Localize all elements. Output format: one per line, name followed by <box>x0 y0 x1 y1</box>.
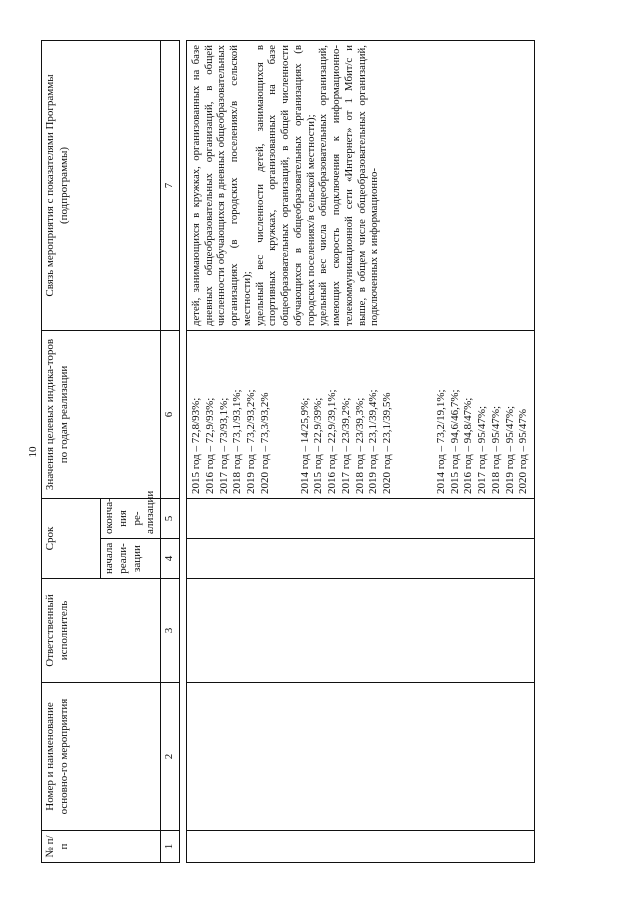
indicator-line: 2014 год – 14/25,9%; <box>298 397 311 494</box>
indicator-line: 2020 год – 73,3/93,2% <box>258 392 271 494</box>
indicator-line: 2017 год – 73/93,1%; <box>217 397 230 494</box>
indicator-line: 2019 год – 95/47%; <box>503 405 516 494</box>
cell-responsible <box>187 579 535 683</box>
indicator-line: 2017 год – 23/39,2%; <box>339 397 352 494</box>
table-row <box>187 41 535 863</box>
cell-activity-name <box>187 683 535 831</box>
header-start: начала реали-зации <box>101 539 161 579</box>
indicator-line: 2020 год – 95/47% <box>517 409 530 494</box>
column-number: 3 <box>161 579 180 683</box>
indicator-block <box>299 335 395 494</box>
header-activity-name: Номер и наименование основно-го мероприятия <box>42 683 161 831</box>
column-number-row <box>161 41 180 863</box>
indicator-line: 2015 год – 22,9/39%; <box>312 397 325 494</box>
cell-indicators <box>187 331 535 499</box>
header-row <box>42 41 101 863</box>
header-end: оконча-ния ре-ализации <box>101 499 161 539</box>
program-link-paragraph: удельный вес числа общеобразовательных организаций, имеющих скорость подключения к информационно-телекоммуникационной сети «Интернет» от 1 Мбит/с и выше, в общем числе общеобразовательных организаций, подключенных к информационно- <box>317 45 381 326</box>
indicator-line: 2019 год – 73,2/93,2%; <box>245 389 257 494</box>
indicator-line: 2015 год – 72,8/93%; <box>190 397 202 494</box>
column-number: 4 <box>161 539 180 579</box>
cell-number <box>187 831 535 863</box>
indicator-line: 2016 год – 94,8/47%; <box>462 397 475 494</box>
header-indicators: Значения целевых индика-торов по годам реализации <box>42 331 161 499</box>
column-number: 2 <box>161 683 180 831</box>
header-program-link: Связь мероприятия с показателями Программы (подпрограммы) <box>42 41 161 331</box>
cell-program-link <box>187 41 535 331</box>
header-responsible: Ответственный исполнитель <box>42 579 161 683</box>
column-number: 6 <box>161 331 180 499</box>
indicator-line: 2018 год – 95/47%; <box>489 405 502 494</box>
indicator-block <box>190 335 273 494</box>
column-number: 7 <box>161 41 180 331</box>
cell-end <box>187 499 535 539</box>
indicator-line: 2015 год – 94,6/46,7%; <box>448 389 461 494</box>
indicator-line: 2017 год – 95/47%; <box>476 405 488 494</box>
indicator-line: 2016 год – 22,9/39,1%; <box>326 389 338 494</box>
cell-start <box>187 539 535 579</box>
program-table <box>41 40 535 863</box>
indicator-line: 2018 год – 23/39,3%; <box>353 397 366 494</box>
column-number: 1 <box>161 831 180 863</box>
program-link-paragraph: удельный вес численности детей, занимающихся в спортивных кружках, организованных на базе общеобразовательных организаций, в общей численности обучающихся в общеобразовательных организациях (в городских поселениях/в сельской местности); <box>253 45 317 326</box>
indicator-line: 2018 год – 73,1/93,1%; <box>231 389 244 494</box>
indicator-block <box>435 335 531 494</box>
indicator-line: 2020 год – 23,1/39,5% <box>381 392 393 494</box>
indicator-line: 2014 год – 73,2/19,1%; <box>434 389 447 494</box>
indicator-line: 2019 год – 23,1/39,4%; <box>367 389 380 494</box>
indicator-line: 2016 год – 72,9/93%; <box>203 397 216 494</box>
column-number: 5 <box>161 499 180 539</box>
table-gap <box>180 41 187 863</box>
rotated-page <box>19 27 621 877</box>
program-link-paragraph: детей, занимающихся в кружках, организованных на базе дневных общеобразовательных организаций, в общей численности обучающихся в дневных общеобразовательных организациях (в городских поселениях/в сельской местности); <box>190 45 253 326</box>
page-number: 10 <box>27 446 39 458</box>
header-term: Срок <box>42 499 101 579</box>
header-number: № п/п <box>42 831 161 863</box>
